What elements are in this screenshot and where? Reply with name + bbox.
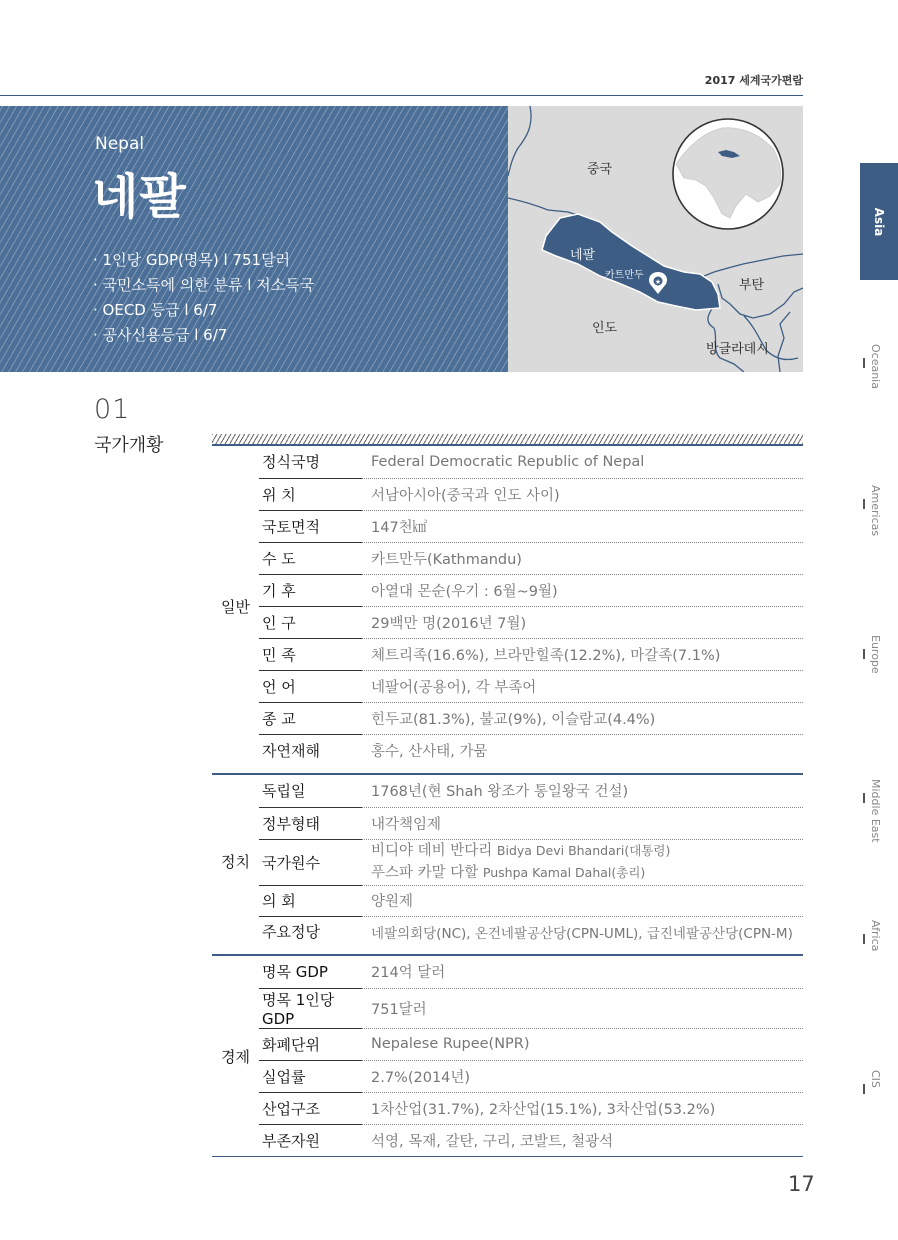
- row-key: 산업구조: [259, 1092, 362, 1124]
- row-key: 정부형태: [259, 807, 362, 839]
- page-number: 17: [788, 1172, 815, 1196]
- row-value: 29백만 명(2016년 7월): [362, 606, 803, 638]
- row-key: 수 도: [259, 542, 362, 574]
- sidebar-item-americas[interactable]: [860, 483, 898, 537]
- sidebar-item-label: Americas: [869, 485, 882, 537]
- fact-credit-grade: · 공사신용등급 l 6/7: [93, 326, 228, 344]
- row-value: 2.7%(2014년): [362, 1060, 803, 1092]
- map-label-china: 중국: [587, 162, 613, 177]
- economy-info-table: [212, 954, 803, 1157]
- sidebar-item-oceania[interactable]: [860, 342, 898, 392]
- row-key: 기 후: [259, 574, 362, 606]
- map-label-nepal: 네팔: [570, 248, 596, 263]
- head-of-state-line: 비디야 데비 반다리 Bidya Devi Bhandari(대통령): [371, 843, 671, 859]
- row-value: [362, 839, 803, 885]
- row-key: 인 구: [259, 606, 362, 638]
- table-row: [212, 839, 803, 885]
- sidebar-item-label: CIS: [869, 1070, 882, 1088]
- row-value: 체트리족(16.6%), 브라만힐족(12.2%), 마갈족(7.1%): [362, 638, 803, 670]
- table-row: [212, 542, 803, 574]
- group-label-economy: 경제: [221, 1047, 250, 1066]
- table-row: [212, 510, 803, 542]
- map-graphic: [508, 106, 803, 372]
- row-value: 네팔의회당(NC), 온건네팔공산당(CPN-UML), 급진네팔공산당(CPN-M): [371, 925, 793, 942]
- table-row: [212, 1124, 803, 1156]
- sidebar-item-asia[interactable]: [860, 163, 898, 280]
- row-value: 양원제: [362, 885, 803, 916]
- row-value: 147천㎢: [362, 510, 803, 542]
- table-row: [212, 734, 803, 766]
- row-key: 실업률: [259, 1060, 362, 1092]
- map-label-kathmandu: 카트만두: [605, 270, 644, 281]
- row-value: Nepalese Rupee(NPR): [362, 1028, 803, 1060]
- row-key: 주요정당: [262, 923, 320, 942]
- sidebar-item-label: Africa: [869, 920, 882, 952]
- table-row: [212, 775, 803, 807]
- table-row: [212, 478, 803, 510]
- table-row: [212, 574, 803, 606]
- inset-globe: [673, 119, 783, 229]
- row-value: Federal Democratic Republic of Nepal: [362, 446, 803, 478]
- row-key: 정식국명: [259, 446, 362, 478]
- sidebar-item-europe[interactable]: [860, 633, 898, 683]
- row-value: 1768년(현 Shah 왕조가 통일왕국 건설): [362, 775, 803, 807]
- row-key: 화폐단위: [259, 1028, 362, 1060]
- sidebar-item-label: Middle East: [869, 779, 882, 843]
- table-row: [212, 606, 803, 638]
- row-value: 힌두교(81.3%), 불교(9%), 이슬람교(4.4%): [362, 702, 803, 734]
- row-value: 홍수, 산사태, 가뭄: [371, 743, 488, 760]
- table-row: [212, 1060, 803, 1092]
- sidebar-item-label: Europe: [869, 635, 882, 674]
- fact-gdp-per-capita: · 1인당 GDP(명목) l 751달러: [93, 251, 291, 269]
- row-key: 민 족: [259, 638, 362, 670]
- sidebar-item-label: Oceania: [869, 344, 882, 389]
- group-label-general: 일반: [221, 597, 250, 616]
- sidebar-item-africa[interactable]: [860, 918, 898, 968]
- row-key: 명목 GDP: [259, 956, 362, 988]
- sidebar-item-label: Asia: [872, 207, 886, 236]
- table-row: [212, 1092, 803, 1124]
- table-row: [212, 885, 803, 916]
- map-label-india: 인도: [592, 321, 618, 336]
- table-row: [212, 916, 803, 947]
- row-value: 네팔어(공용어), 각 부족어: [362, 670, 803, 702]
- row-value: 카트만두(Kathmandu): [362, 542, 803, 574]
- table-row: [212, 670, 803, 702]
- row-key: 명목 1인당 GDP: [259, 988, 362, 1028]
- row-key: 위 치: [259, 478, 362, 510]
- location-map: [508, 106, 803, 372]
- fact-oecd-grade: · OECD 등급 l 6/7: [93, 301, 218, 319]
- row-key: 자연재해: [262, 741, 320, 760]
- section-title: 국가개황: [94, 435, 164, 456]
- table-row: [212, 807, 803, 839]
- sidebar-item-cis[interactable]: [860, 1068, 898, 1118]
- table-row: [212, 638, 803, 670]
- group-label-politics: 정치: [221, 852, 250, 871]
- general-info-table: [212, 444, 803, 766]
- row-key: 종 교: [259, 702, 362, 734]
- country-name-korean: 네팔: [92, 169, 187, 225]
- svg-text:★: ★: [654, 278, 662, 286]
- row-value: 1차산업(31.7%), 2차산업(15.1%), 3차산업(53.2%): [362, 1092, 803, 1124]
- head-of-government-line: 푸스파 카말 다할 Pushpa Kamal Dahal(총리): [371, 865, 646, 881]
- row-value: 서남아시아(중국과 인도 사이): [362, 478, 803, 510]
- row-value: 751달러: [362, 988, 803, 1028]
- country-name-english: Nepal: [95, 134, 145, 154]
- row-value: 내각책임제: [362, 807, 803, 839]
- header-rule: [0, 95, 803, 96]
- politics-info-table: [212, 773, 803, 947]
- row-key: 국가원수: [259, 839, 362, 885]
- table-row: [212, 702, 803, 734]
- table-row: [212, 1028, 803, 1060]
- row-key: 독립일: [259, 775, 362, 807]
- row-key: 국토면적: [259, 510, 362, 542]
- table-row: [212, 988, 803, 1028]
- row-value: 아열대 몬순(우기 : 6월~9월): [362, 574, 803, 606]
- row-key: 부존자원: [262, 1131, 320, 1150]
- fact-income-class: · 국민소득에 의한 분류 l 저소득국: [93, 276, 315, 294]
- key-facts-list: [93, 248, 314, 348]
- row-value: 석영, 목재, 갈탄, 구리, 코발트, 철광석: [371, 1133, 614, 1150]
- row-key: 의 회: [259, 885, 362, 916]
- map-label-bangladesh: 방글라데시: [706, 342, 769, 357]
- row-key: 언 어: [259, 670, 362, 702]
- row-value: 214억 달러: [362, 956, 803, 988]
- sidebar-item-middle-east[interactable]: [860, 777, 898, 843]
- map-label-bhutan: 부탄: [739, 278, 765, 293]
- section-number: 01: [94, 394, 131, 425]
- section-divider: [212, 434, 803, 444]
- table-row: [212, 446, 803, 478]
- publication-title: 2017 세계국가편람: [704, 74, 803, 87]
- table-row: [212, 956, 803, 988]
